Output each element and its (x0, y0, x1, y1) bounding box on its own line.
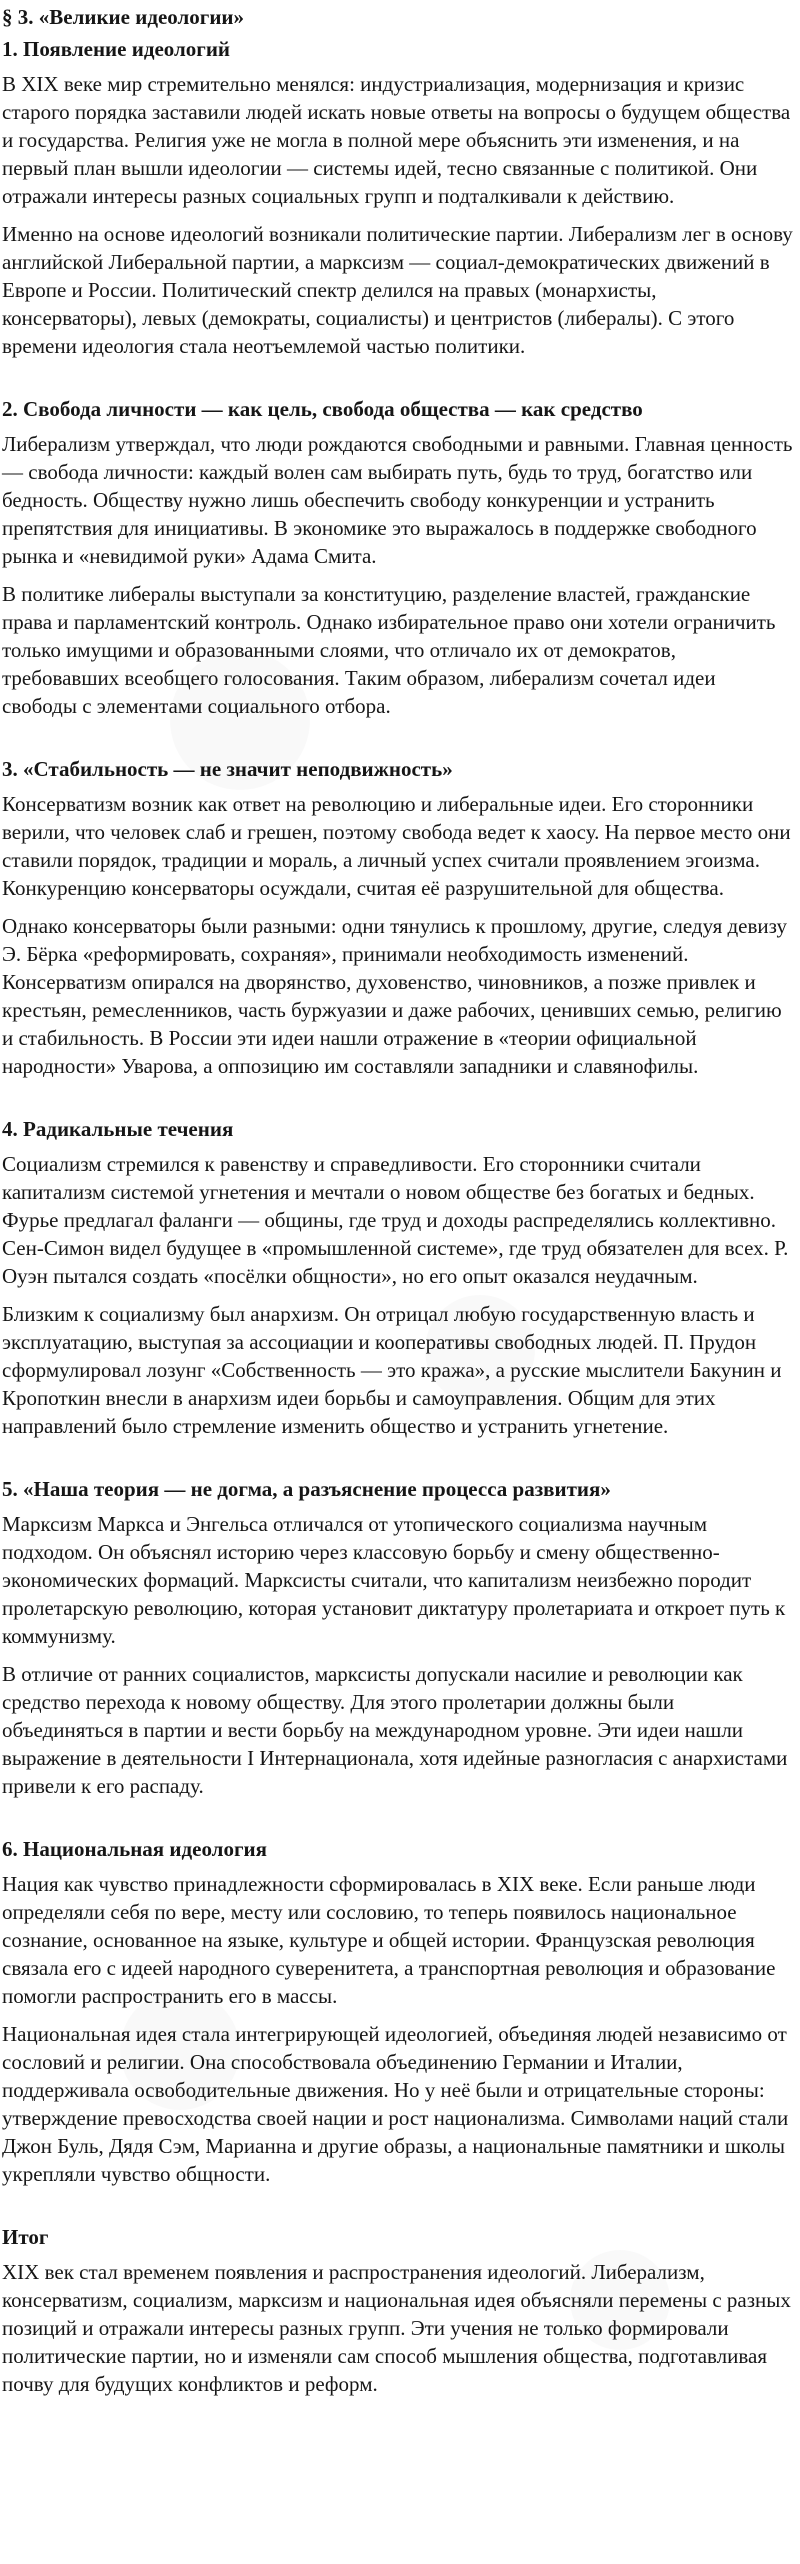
section-1-paragraph-1 (0, 64, 800, 214)
section-summary (0, 2220, 800, 2402)
paragraph-text: Близким к социализму был анархизм. Он отрицал любую государственную власть и эксплуатацию, выступая за ассоциации и кооперативы свободных людей. П. Прудон сформулировал лозунг «Собственность — это кража», а русские мыслители Бакунин и Кропоткин внесли в анархизм идеи борьбы и самоуправления. Общим для этих направлений было стремление изменить общество и устранить угнетение. (2, 1302, 782, 1438)
section-divider (0, 1084, 800, 1112)
section-4-heading: 4. Радикальные течения (2, 1117, 234, 1141)
section-5-paragraph-2 (0, 1654, 800, 1804)
document-title: § 3. «Великие идеологии» (2, 5, 245, 29)
section-4-paragraph-2 (0, 1294, 800, 1444)
section-2-heading: 2. Свобода личности — как цель, свобода общества — как средство (2, 397, 643, 421)
paragraph-text: В XIX веке мир стремительно менялся: индустриализация, модернизация и кризис старого порядка заставили людей искать новые ответы на вопросы о будущем общества и государства. Религия уже не могла в полной мере объяснить эти изменения, и на первый план вышли идеологии — системы идей, тесно связанные с политикой. Они отражали интересы разных социальных групп и подталкивали к действию. (2, 72, 791, 208)
paragraph-text: XIX век стал временем появления и распространения идеологий. Либерализм, консерватизм, социализм, марксизм и национальная идея объясняли перемены с разных позиций и отражали интересы разных групп. Эти учения не только формировали политические партии, но и изменяли сам способ мышления общества, подготавливая почву для будущих конфликтов и реформ. (2, 2260, 791, 2396)
section-2-paragraph-2 (0, 574, 800, 724)
section-6-paragraph-1 (0, 1864, 800, 2014)
section-divider (0, 724, 800, 752)
section-4-paragraph-1 (0, 1144, 800, 1294)
paragraph-text: Либерализм утверждал, что люди рождаются свободными и равными. Главная ценность — свобода личности: каждый волен сам выбирать путь, будь то труд, богатство или бедность. Обществу нужно лишь обеспечить свободу конкуренции и устранить препятствия для инициативы. В экономике это выражалось в поддержке свободного рынка и «невидимой руки» Адама Смита. (2, 432, 793, 568)
summary-heading: Итог (2, 2225, 49, 2249)
paragraph-text: Именно на основе идеологий возникали политические партии. Либерализм лег в основу английской Либеральной партии, а марксизм — социал-демократических движений в Европе и России. Политический спектр делился на правых (монархисты, консерваторы), левых (демократы, социалисты) и центристов (либералы). С этого времени идеология стала неотъемлемой частью политики. (2, 222, 793, 358)
paragraph-text: В отличие от ранних социалистов, марксисты допускали насилие и революции как средство перехода к новому обществу. Для этого пролетарии должны были объединяться в партии и вести борьбу на международном уровне. Эти идеи нашли выражение в деятельности I Интернационала, хотя идейные разногласия с анархистами привели к его распаду. (2, 1662, 788, 1798)
paragraph-text: В политике либералы выступали за конституцию, разделение властей, гражданские права и парламентский контроль. Однако избирательное право они хотели ограничить только имущими и образованными слоями, что отличало их от демократов, требовавших всеобщего голосования. Таким образом, либерализм сочетал идеи свободы с элементами социального отбора. (2, 582, 776, 718)
section-5-paragraph-1 (0, 1504, 800, 1654)
section-5 (0, 1472, 800, 1804)
summary-paragraph (0, 2252, 800, 2402)
section-4 (0, 1112, 800, 1444)
section-2-paragraph-1 (0, 424, 800, 574)
section-1-heading: 1. Появление идеологий (2, 37, 231, 61)
paragraph-text: Однако консерваторы были разными: одни тянулись к прошлому, другие, следуя девизу Э. Бёрка «реформировать, сохраняя», принимали необходимость изменений. Консерватизм опирался на дворянство, духовенство, чиновников, а позже привлек и крестьян, ремесленников, часть буржуазии и даже рабочих, ценивших семью, религию и стабильность. В России эти идеи нашли отражение в «теории официальной народности» Уварова, а оппозицию им составляли западники и славянофилы. (2, 914, 787, 1078)
paragraph-text: Социализм стремился к равенству и справедливости. Его сторонники считали капитализм системой угнетения и мечтали о новом обществе без богатых и бедных. Фурье предлагал фаланги — общины, где труд и доходы распределялись коллективно. Сен-Симон видел будущее в «промышленной системе», где труд обязателен для всех. Р. Оуэн пытался создать «посёлки общности», но его опыт оказался неудачным. (2, 1152, 789, 1288)
section-6-paragraph-2 (0, 2014, 800, 2192)
paragraph-text: Марксизм Маркса и Энгельса отличался от утопического социализма научным подходом. Он объяснял историю через классовую борьбу и смену общественно-экономических формаций. Марксисты считали, что капитализм неизбежно породит пролетарскую революцию, которая установит диктатуру пролетариата и откроет путь к коммунизму. (2, 1512, 786, 1648)
section-1 (0, 32, 800, 364)
paragraph-text: Национальная идея стала интегрирующей идеологией, объединяя людей независимо от сословий и религии. Она способствовала объединению Германии и Италии, поддерживала освободительные движения. Но у неё были и отрицательные стороны: утверждение превосходства своей нации и рост национализма. Символами наций стали Джон Буль, Дядя Сэм, Марианна и другие образы, а национальные памятники и школы укрепляли чувство общности. (2, 2022, 789, 2186)
paragraph-text: Нация как чувство принадлежности сформировалась в XIX веке. Если раньше люди определяли себя по вере, месту или сословию, то теперь появилось национальное сознание, основанное на языке, культуре и общей истории. Французская революция связала его с идеей народного суверенитета, а транспортная революция и образование помогли распространить его в массы. (2, 1872, 776, 2008)
paragraph-text: Консерватизм возник как ответ на революцию и либеральные идеи. Его сторонники верили, что человек слаб и грешен, поэтому свобода ведет к хаосу. На первое место они ставили порядок, традиции и мораль, а личный успех считали проявлением эгоизма. Конкуренцию консерваторы осуждали, считая её разрушительной для общества. (2, 792, 791, 900)
section-3-paragraph-1 (0, 784, 800, 906)
section-3-heading: 3. «Стабильность — не значит неподвижность» (2, 757, 453, 781)
section-divider (0, 1804, 800, 1832)
section-1-paragraph-2 (0, 214, 800, 364)
section-3 (0, 752, 800, 1084)
section-6-heading: 6. Национальная идеология (2, 1837, 267, 1861)
section-6 (0, 1832, 800, 2192)
section-3-paragraph-2 (0, 906, 800, 1084)
section-divider (0, 2192, 800, 2220)
section-2 (0, 392, 800, 724)
section-divider (0, 1444, 800, 1472)
section-divider (0, 364, 800, 392)
section-5-heading: 5. «Наша теория — не догма, а разъяснение процесса развития» (2, 1477, 611, 1501)
